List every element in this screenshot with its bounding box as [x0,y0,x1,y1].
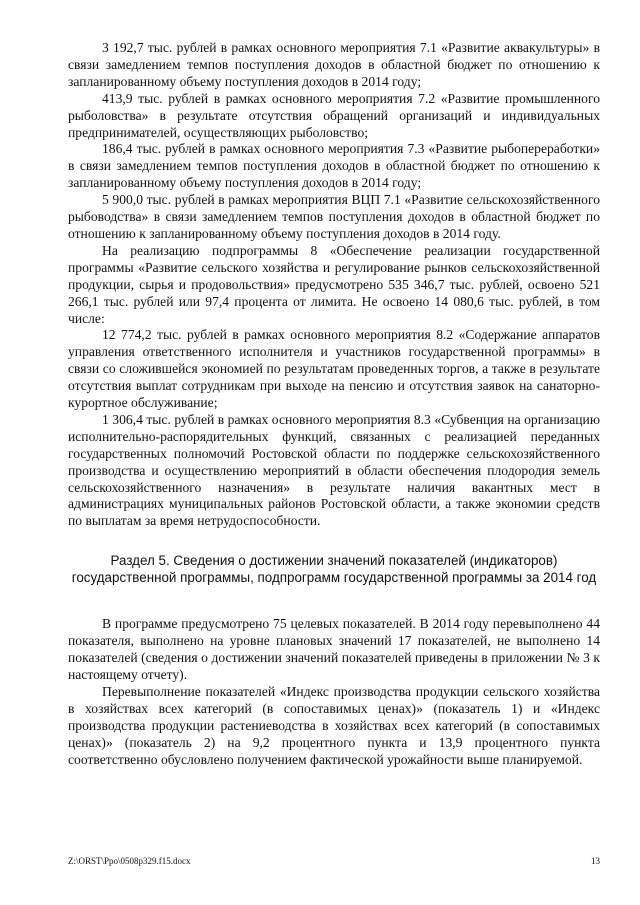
document-body [68,40,600,768]
section-heading [68,552,600,586]
paragraph: 413,9 тыс. рублей в рамках основного мероприятия 7.2 «Развитие промышленного рыболовства» в результате отсутствия обращений организаций и индивидуальных предпринимателей, осуществляющих рыболовство; [68,90,600,140]
paragraph: На реализацию подпрограммы 8 «Обеспечение реализации государственной программы «Развитие сельского хозяйства и регулирование рынков сельскохозяйственной продукции, сырья и продовольствия» предусмотрено 535 346,7 тыс. рублей, освоено 521 266,1 тыс. рублей или 97,4 процента от лимита. Не освоено 14 080,6 тыс. рублей, в том числе: [68,242,600,326]
paragraph: Перевыполнение показателей «Индекс производства продукции сельского хозяйства в хозяйствах всех категорий (в сопоставимых ценах)» (показатель 1) и «Индекс производства продукции растениеводства в хозяйствах всех категорий (в сопоставимых ценах)» (показатель 2) на 9,2 процентного пункта и 13,9 процентного пункта соответственно обусловлено получением фактической урожайности выше планируемой. [68,683,600,767]
paragraph: 12 774,2 тыс. рублей в рамках основного мероприятия 8.2 «Содержание аппаратов управления ответственного исполнителя и участников государственной программы» в связи со сложившейся экономией по результатам проведенных торгов, а также в результате отсутствия выплат сотрудникам при выходе на пенсию и отсутствия заявок на санаторно-курортное обслуживание; [68,327,600,411]
page-number: 13 [591,856,600,866]
paragraph: 186,4 тыс. рублей в рамках основного мероприятия 7.3 «Развитие рыбопереработки» в связи замедлением темпов поступления доходов в областной бюджет по отношению к запланированному объему поступления доходов в 2014 году; [68,141,600,191]
paragraph: 3 192,7 тыс. рублей в рамках основного мероприятия 7.1 «Развитие аквакультуры» в связи замедлением темпов поступления доходов в областной бюджет по отношению к запланированному объему поступления доходов в 2014 году; [68,40,600,89]
paragraph: 5 900,0 тыс. рублей в рамках мероприятия ВЦП 7.1 «Развитие сельскохозяйственного рыбоводства» в связи замедлением темпов поступления доходов в областной бюджет по отношению к запланированному объему поступления доходов в 2014 году. [68,192,600,241]
paragraph: В программе предусмотрено 75 целевых показателей. В 2014 году перевыполнено 44 показателя, выполнено на уровне плановых значений 17 показателей, не выполнено 14 показателей (сведения о достижении значений показателей приведены в приложении № 3 к настоящему отчету). [68,616,600,682]
section-heading-line: Раздел 5. Сведения о достижении значений показателей (индикаторов) [110,553,558,569]
paragraph: 1 306,4 тыс. рублей в рамках основного мероприятия 8.3 «Субвенция на организацию исполнительно-распорядительных функций, связанных с реализацией переданных государственных полномочий Ростовской области по поддержке сельскохозяйственного производства и осуществлению мероприятий в области обеспечения плодородия земель сельскохозяйственного назначения» в результате наличия вакантных мест в администрациях муниципальных районов Ростовской области, а также экономии средств по выплатам за время нетрудоспособности. [68,411,600,529]
footer-file-path: Z:\ORST\Ppo\0508p329.f15.docx [68,856,191,866]
section-heading-line: государственной программы, подпрограмм государственной программы за 2014 год [71,570,597,586]
